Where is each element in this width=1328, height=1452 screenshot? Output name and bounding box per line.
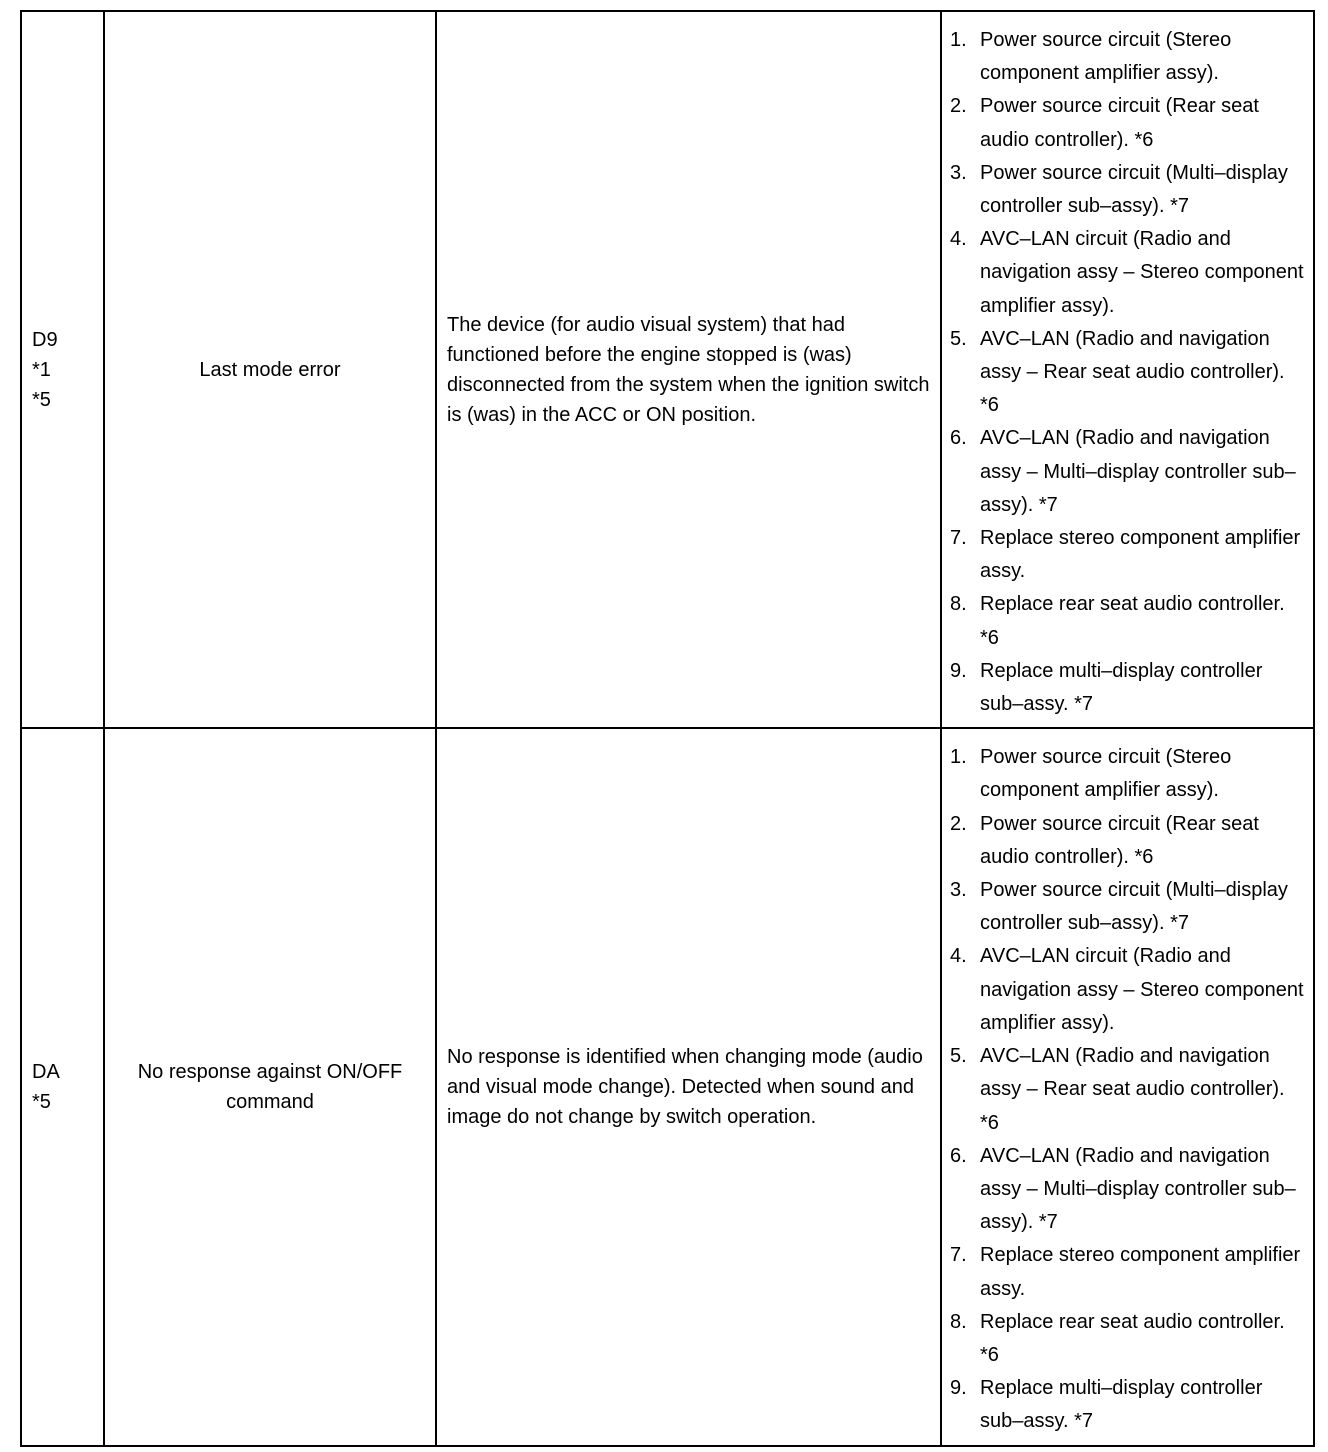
list-item-text: Replace stereo component amplifier assy. [980,527,1301,583]
list-item [950,323,1307,423]
list-item-number: 4. [950,945,967,968]
list-item-text: Power source circuit (Multi–display controller sub–assy). *7 [980,879,1288,935]
list-item-text: AVC–LAN (Radio and navigation assy – Rear seat audio controller). *6 [980,327,1285,417]
dtc-code-line: DA [32,1060,60,1083]
list-item-number: 2. [950,95,967,118]
list-item [950,1306,1307,1372]
list-item [950,422,1307,522]
list-item-text: Replace multi–display controller sub–assy. *7 [980,659,1263,716]
list-item [950,1140,1307,1240]
list-item-text: Replace stereo component amplifier assy. [980,1244,1301,1300]
trouble-area-list [950,24,1307,721]
list-item [950,741,1307,807]
table-row [21,11,1314,728]
list-item [950,157,1307,223]
list-item [950,1372,1307,1438]
detection-item-cell: No response against ON/OFF command [104,728,436,1445]
list-item-text: AVC–LAN (Radio and navigation assy – Multi–display controller sub–assy). *7 [980,427,1296,516]
list-item-number: 8. [950,1310,967,1333]
list-item-text: Power source circuit (Multi–display controller sub–assy). *7 [980,161,1288,218]
list-item-number: 4. [950,228,967,251]
list-item-number: 6. [950,427,967,450]
list-item [950,90,1307,156]
list-item [950,1239,1307,1305]
list-item-text: Replace rear seat audio controller. *6 [980,593,1285,649]
list-item-text: Replace multi–display controller sub–assy. *7 [980,1377,1263,1433]
list-item-text: Power source circuit (Rear seat audio controller). *6 [980,812,1259,868]
list-item [950,874,1307,940]
list-item-number: 9. [950,659,967,682]
list-item-text: Replace rear seat audio controller. *6 [980,1310,1285,1366]
list-item [950,940,1307,1040]
list-item [950,655,1307,721]
detection-item-cell: Last mode error [104,11,436,728]
list-item-number: 7. [950,1244,967,1267]
list-item-text: Power source circuit (Stereo component amplifier assy). [980,29,1232,85]
dtc-code-line: *1 [32,358,51,381]
list-item [950,24,1307,90]
trouble-area-cell [941,728,1314,1445]
trouble-area-cell [941,11,1314,728]
trouble-area-list [950,741,1307,1438]
list-item-text: Power source circuit (Rear seat audio controller). *6 [980,95,1259,151]
table-row [21,728,1314,1445]
list-item-text: AVC–LAN (Radio and navigation assy – Multi–display controller sub–assy). *7 [980,1144,1296,1234]
list-item-text: AVC–LAN (Radio and navigation assy – Rear seat audio controller). *6 [980,1045,1285,1134]
list-item-number: 7. [950,527,967,550]
dtc-code-line: *5 [32,1090,51,1113]
list-item [950,522,1307,588]
dtc-table [20,10,1315,1447]
list-item-number: 1. [950,746,967,769]
list-item-number: 2. [950,812,967,835]
dtc-code-line: *5 [32,388,51,411]
list-item [950,223,1307,323]
list-item [950,808,1307,874]
dtc-code-cell [21,11,104,728]
list-item-number: 6. [950,1144,967,1167]
list-item-text: AVC–LAN circuit (Radio and navigation assy – Stereo component amplifier assy). [980,228,1304,317]
detection-condition-cell: No response is identified when changing mode (audio and visual mode change). Detected when sound and image do not change by switch operation. [436,728,941,1445]
detection-condition-cell: The device (for audio visual system) that had functioned before the engine stopped is (was) disconnected from the system when the ignition switch is (was) in the ACC or ON position. [436,11,941,728]
list-item-number: 5. [950,1045,967,1068]
list-item-text: AVC–LAN circuit (Radio and navigation assy – Stereo component amplifier assy). [980,945,1304,1034]
list-item [950,1040,1307,1140]
list-item-number: 3. [950,161,967,184]
list-item-text: Power source circuit (Stereo component amplifier assy). [980,746,1232,802]
list-item-number: 8. [950,593,967,616]
list-item-number: 1. [950,29,967,51]
dtc-code-line: D9 [32,328,58,351]
list-item-number: 3. [950,879,967,902]
list-item [950,588,1307,654]
list-item-number: 9. [950,1377,967,1400]
dtc-code-cell [21,728,104,1445]
list-item-number: 5. [950,327,967,350]
